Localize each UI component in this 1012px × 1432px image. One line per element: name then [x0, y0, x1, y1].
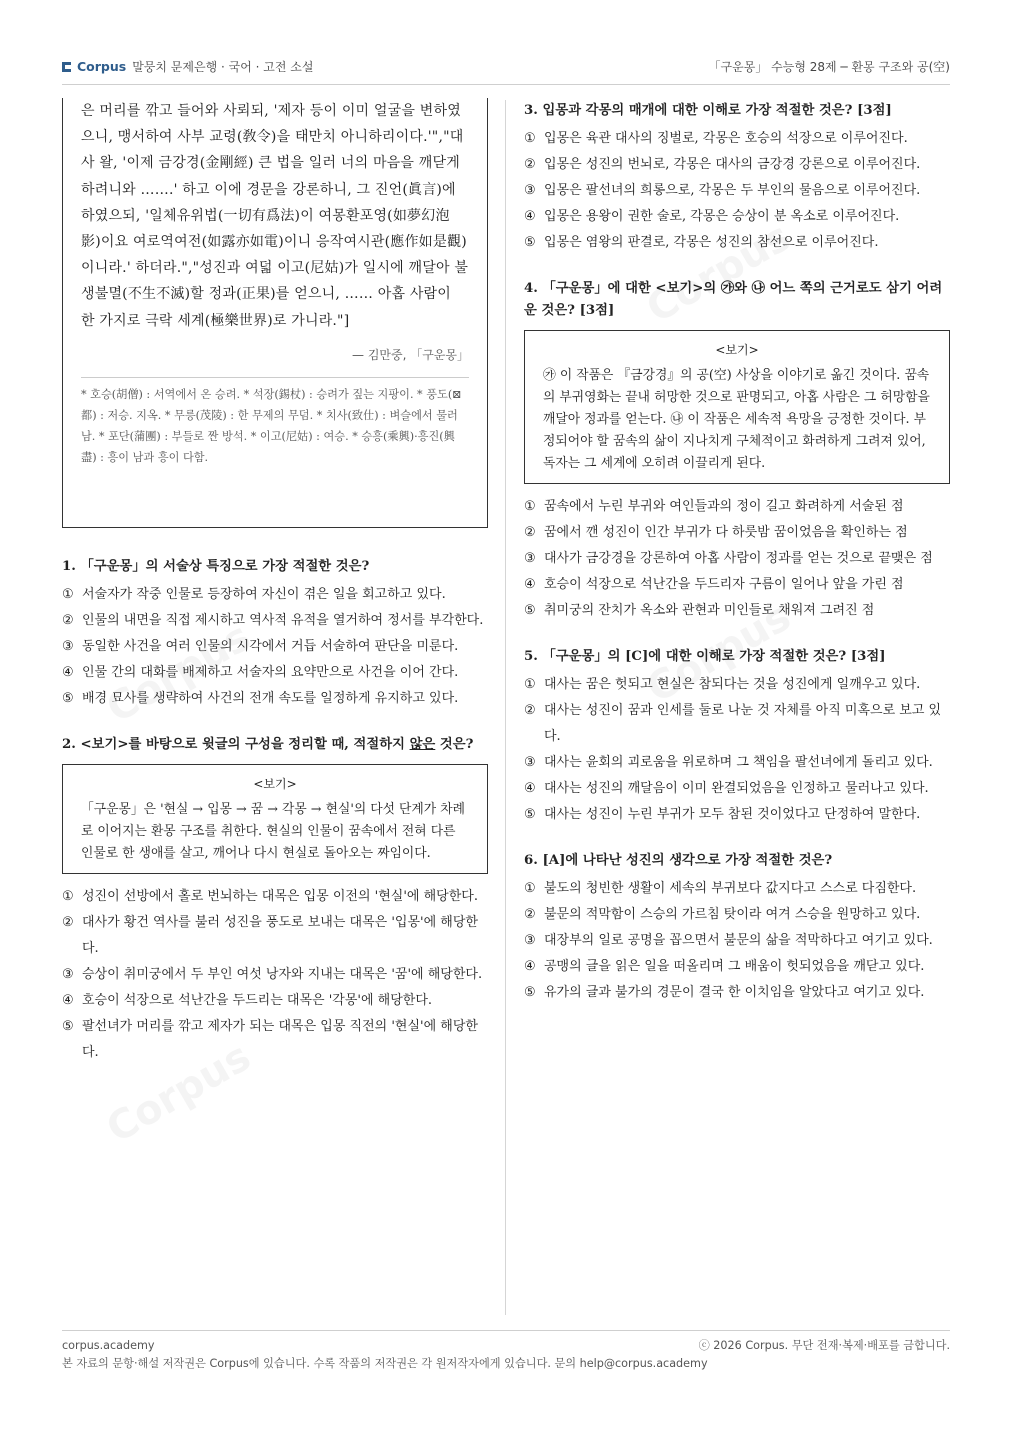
option-number: ⑤ — [524, 807, 536, 822]
footer-copyright: ⓒ 2026 Corpus. 무단 전재·복제·배포를 금합니다. — [698, 1339, 950, 1352]
question-5 — [524, 646, 950, 828]
option-number: ③ — [524, 551, 536, 566]
question-title: 1. 「구운몽」의 서술상 특징으로 가장 적절한 것은? — [62, 559, 370, 574]
option-number: ④ — [524, 959, 536, 974]
option-number: ⑤ — [524, 603, 536, 618]
bogi-box — [524, 330, 950, 484]
option[interactable] — [524, 178, 950, 204]
option-text: 꿈속에서 누린 부귀와 여인들과의 정이 길고 화려하게 서술된 점 — [544, 499, 904, 514]
option[interactable] — [62, 608, 488, 634]
option[interactable] — [524, 494, 950, 520]
option[interactable] — [62, 988, 488, 1014]
option[interactable] — [524, 802, 950, 828]
option-text: 불도의 청빈한 생활이 세속의 부귀보다 값지다고 스스로 다짐한다. — [544, 881, 917, 896]
option-number: ④ — [524, 577, 536, 592]
option-number: ① — [524, 881, 536, 896]
option-number: ② — [62, 613, 74, 628]
bogi-title: <보기> — [715, 343, 759, 357]
right-column — [524, 98, 950, 1006]
left-column — [62, 98, 488, 1066]
option-number: ④ — [62, 993, 74, 1008]
option-number: ② — [524, 907, 536, 922]
question-title: 4. 「구운몽」에 대한 <보기>의 ㉮와 ㉯ 어느 쪽의 근거로도 삼기 어려운 것은? [3점] — [524, 281, 943, 318]
option[interactable] — [62, 634, 488, 660]
option-text: 입몽은 성진의 번뇌로, 각몽은 대사의 금강경 강론으로 이루어진다. — [544, 157, 921, 172]
option-number: ④ — [62, 665, 74, 680]
option-number: ⑤ — [524, 985, 536, 1000]
column-divider — [505, 100, 506, 1315]
option-text: 대사는 성진이 꿈과 인세를 둘로 나눈 것 자체를 아직 미혹으로 보고 있다. — [544, 703, 942, 744]
option-text: 불문의 적막함이 스승의 가르침 탓이라 여겨 스승을 원망하고 있다. — [544, 907, 921, 922]
question-title — [62, 734, 488, 756]
option-text: 대사는 윤회의 괴로움을 위로하며 그 책임을 팔선녀에게 돌리고 있다. — [544, 755, 933, 770]
option-number: ② — [524, 157, 536, 172]
option-number: ③ — [62, 967, 74, 982]
brand-name: Corpus — [77, 59, 127, 74]
option-text: 대사는 성진의 깨달음이 이미 완결되었음을 인정하고 물러나고 있다. — [544, 781, 929, 796]
option[interactable] — [62, 660, 488, 686]
title-part: 것은? — [435, 737, 474, 752]
option[interactable] — [62, 582, 488, 608]
option-number: ① — [524, 499, 536, 514]
option-text: 대사는 성진이 누린 부귀가 모두 참된 것이었다고 단정하여 말한다. — [544, 807, 921, 822]
option-number: ② — [62, 915, 74, 930]
header-left — [62, 58, 313, 75]
question-title: 5. 「구운몽」의 [C]에 대한 이해로 가장 적절한 것은? [3점] — [524, 649, 886, 664]
bogi-text: 「구운몽」은 '현실 → 입몽 → 꿈 → 각몽 → 현실'의 다섯 단계가 차례로 이어지는 환몽 구조를 취한다. 현실의 인물이 꿈속에서 전혀 다른 인물로 한 생애를 살고, 깨어나 다시 현실로 돌아오는 짜임이다. — [81, 802, 465, 861]
title-underlined: 않은 — [409, 737, 436, 752]
option-number: ② — [524, 525, 536, 540]
option-text: 성진이 선방에서 홀로 번뇌하는 대목은 입몽 이전의 '현실'에 해당한다. — [82, 889, 478, 904]
option-text: 입몽은 용왕이 권한 술로, 각몽은 승상이 분 옥소로 이루어진다. — [544, 209, 900, 224]
bogi-text: ㉮ 이 작품은 『금강경』의 공(空) 사상을 이야기로 옮긴 것이다. 꿈속의 부귀영화는 끝내 허망한 것으로 판명되고, 아홉 사람은 그 허망함을 깨달아 정과를 얻는다. ㉯ 이 작품은 세속적 욕망을 긍정한 것이다. 부정되어야 할 꿈속의 삶이 지나치게 구체적이고 화려하게 그려져 있어, 독자는 그 세계에 오히려 이끌리게 된다. — [543, 368, 930, 471]
option[interactable] — [524, 902, 950, 928]
option[interactable] — [524, 520, 950, 546]
option[interactable] — [524, 598, 950, 624]
question-3 — [524, 100, 950, 256]
page-header — [62, 58, 950, 85]
option[interactable] — [62, 962, 488, 988]
option-number: ⑤ — [62, 691, 74, 706]
option[interactable] — [524, 152, 950, 178]
option[interactable] — [524, 572, 950, 598]
option-number: ① — [524, 131, 536, 146]
option-text: 인물 간의 대화를 배제하고 서술자의 요약만으로 사건을 이어 간다. — [82, 665, 459, 680]
option[interactable] — [62, 884, 488, 910]
passage-text: 은 머리를 깎고 들어와 사뢰되, '제자 등이 이미 얼굴을 변하였으니, 맹서하여 사부 교령(敎令)을 태만치 아니하리이다.'","대사 왈, '이제 금강경(金剛經) 큰 법을 일러 너의 마음을 깨닫게 하려니와 …….' 하고 이에 경문을 강론하니, 그 진언(眞言)에 하였으되, '일체유위법(一切有爲法)이 여몽환포영(如夢幻泡影)이요 여로역여전(如露亦如電)이니 응작여시관(應作如是觀)이니라.' 하더라.","성진과 여덟 이고(尼姑)가 일시에 깨달아 불생불멸(不生不滅)할 정과(正果)를 얻으니, …… 아홉 사람이 한 가지로 극락 세계(極樂世界)로 가니라."] — [81, 103, 469, 329]
option-text: 입몽은 팔선녀의 희롱으로, 각몽은 두 부인의 물음으로 이루어진다. — [544, 183, 921, 198]
option-text: 승상이 취미궁에서 두 부인 여섯 낭자와 지내는 대목은 '꿈'에 해당한다. — [82, 967, 483, 982]
option[interactable] — [62, 686, 488, 712]
option-number: ① — [62, 889, 74, 904]
question-6 — [524, 850, 950, 1006]
footer-site-link[interactable]: corpus.academy — [62, 1339, 155, 1352]
question-title: 6. [A]에 나타난 성진의 생각으로 가장 적절한 것은? — [524, 853, 833, 868]
option-text: 대사가 황건 역사를 불러 성진을 풍도로 보내는 대목은 '입몽'에 해당한다. — [82, 915, 478, 956]
option-number: ⑤ — [524, 235, 536, 250]
option[interactable] — [62, 1014, 488, 1066]
bogi-box — [62, 764, 488, 874]
option-text: 호승이 석장으로 석난간을 두드리자 구름이 일어나 앞을 가린 점 — [544, 577, 904, 592]
option-number: ④ — [524, 209, 536, 224]
option-text: 취미궁의 잔치가 옥소와 관현과 미인들로 채워져 그려진 점 — [544, 603, 875, 618]
title-part: 2. <보기>를 바탕으로 윗글의 구성을 정리할 때, 적절하지 — [62, 737, 410, 752]
option-text: 입몽은 육관 대사의 징벌로, 각몽은 호승의 석장으로 이루어진다. — [544, 131, 908, 146]
option-text: 유가의 글과 불가의 경문이 결국 한 이치임을 알았다고 여기고 있다. — [544, 985, 925, 1000]
question-title: 3. 입몽과 각몽의 매개에 대한 이해로 가장 적절한 것은? [3점] — [524, 103, 892, 118]
option-number: ① — [524, 677, 536, 692]
option[interactable] — [524, 126, 950, 152]
option[interactable] — [524, 954, 950, 980]
option-text: 공맹의 글을 읽은 일을 떠올리며 그 배움이 헛되었음을 깨닫고 있다. — [544, 959, 925, 974]
passage-source: — 김만중, 「구운몽」 — [81, 342, 469, 378]
option-text: 팔선녀가 머리를 깎고 제자가 되는 대목은 입몽 직전의 '현실'에 해당한다. — [82, 1019, 478, 1060]
option[interactable] — [524, 204, 950, 230]
option-text: 호승이 석장으로 석난간을 두드리는 대목은 '각몽'에 해당한다. — [82, 993, 433, 1008]
option[interactable] — [524, 980, 950, 1006]
option[interactable] — [62, 910, 488, 962]
option-number: ③ — [524, 183, 536, 198]
passage-notes: * 호승(胡僧) : 서역에서 온 승려. * 석장(錫杖) : 승려가 짚는 지팡이. * 풍도(⊠都) : 저승. 지옥. * 무릉(茂陵) : 한 무제의 무덤. * 치사(致仕) : 벼슬에서 물러남. * 포단(蒲團) : 부들로 짠 방석. * 이고(尼姑) : 여승. * 승흥(乘興)·흥진(興盡) : 흥이 남과 흥이 다함. — [81, 387, 462, 464]
header-right-title: 「구운몽」 수능형 28제 ─ 환몽 구조와 공(空) — [708, 60, 950, 74]
page-footer — [62, 1330, 950, 1373]
option[interactable] — [524, 230, 950, 256]
option-number: ② — [524, 703, 536, 718]
option-number: ③ — [62, 639, 74, 654]
option-number: ④ — [524, 781, 536, 796]
option[interactable] — [524, 750, 950, 776]
header-subtitle: 말뭉치 문제은행 · 국어 · 고전 소설 — [132, 60, 314, 74]
option-text: 대사가 금강경을 강론하여 아홉 사람이 정과를 얻는 것으로 끝맺은 점 — [544, 551, 933, 566]
question-4 — [524, 278, 950, 624]
option-number: ③ — [524, 933, 536, 948]
option[interactable] — [524, 672, 950, 698]
option-number: ③ — [524, 755, 536, 770]
option-number: ⑤ — [62, 1019, 74, 1034]
option[interactable] — [524, 776, 950, 802]
option-text: 대장부의 일로 공명을 꼽으면서 불문의 삶을 적막하다고 여기고 있다. — [544, 933, 933, 948]
option-text: 서술자가 작중 인물로 등장하여 자신이 겪은 일을 회고하고 있다. — [82, 587, 446, 602]
option-text: 입몽은 염왕의 판결로, 각몽은 성진의 참선으로 이루어진다. — [544, 235, 879, 250]
option[interactable] — [524, 546, 950, 572]
option-text: 배경 묘사를 생략하여 사건의 전개 속도를 일정하게 유지하고 있다. — [82, 691, 459, 706]
option-text: 대사는 꿈은 헛되고 현실은 참되다는 것을 성진에게 일깨우고 있다. — [544, 677, 921, 692]
question-2 — [62, 734, 488, 1066]
passage-box — [62, 98, 488, 528]
corpus-logo-icon — [62, 62, 71, 72]
option-text: 꿈에서 깬 성진이 인간 부귀가 다 하룻밤 꿈이었음을 확인하는 점 — [544, 525, 908, 540]
option[interactable] — [524, 876, 950, 902]
option-text: 동일한 사건을 여러 인물의 시각에서 거듭 서술하여 판단을 미룬다. — [82, 639, 459, 654]
option[interactable] — [524, 698, 950, 750]
option[interactable] — [524, 928, 950, 954]
bogi-title: <보기> — [253, 777, 297, 791]
footer-notice: 본 자료의 문항·해설 저작권은 Corpus에 있습니다. 수록 작품의 저작권은 각 원저작자에게 있습니다. 문의 help@corpus.academy — [62, 1357, 708, 1370]
question-1 — [62, 556, 488, 712]
option-number: ① — [62, 587, 74, 602]
option-text: 인물의 내면을 직접 제시하고 역사적 유적을 열거하여 정서를 부각한다. — [82, 613, 484, 628]
